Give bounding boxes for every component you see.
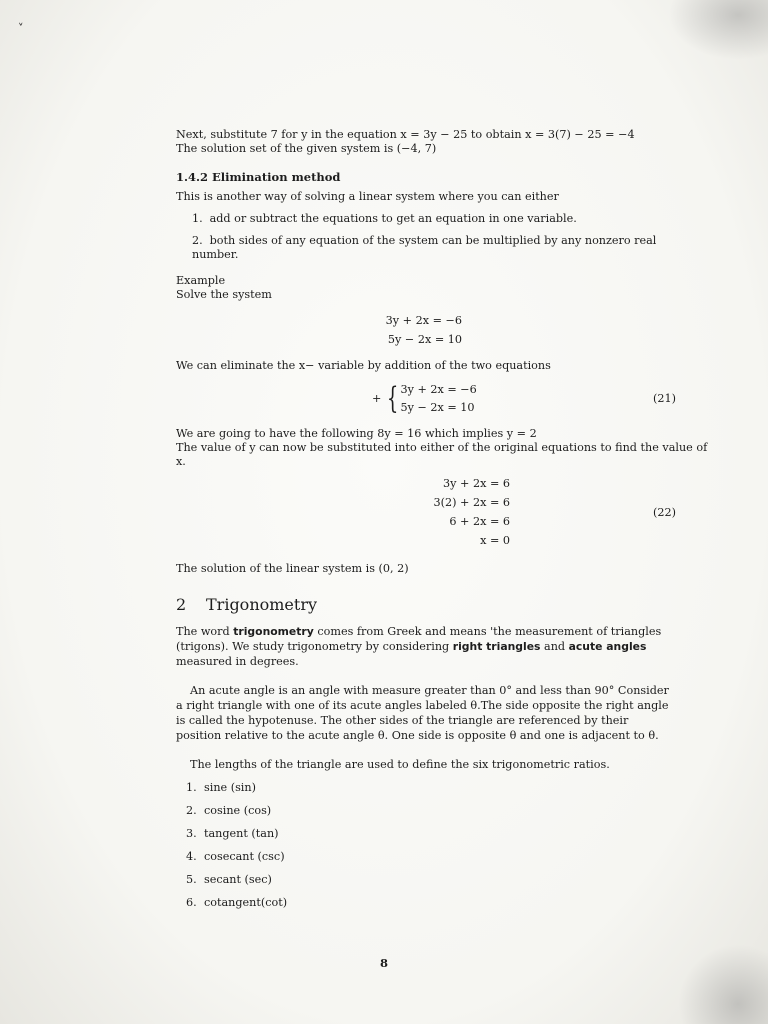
after-line-1: We are going to have the following 8y = 16 which implies y = 2 (176, 427, 537, 440)
equation: 5y − 2x = 10 (400, 401, 475, 414)
list-number: 5. (186, 873, 197, 886)
text-run: comes from Greek and means 'the measurement of triangles (trigons). We study trigonometry by considering (176, 625, 662, 653)
list-item (186, 827, 676, 841)
equation: 3y + 2x = −6 (385, 314, 462, 327)
equation-number: (22) (653, 505, 676, 519)
list-text: cosine (cos) (204, 804, 272, 817)
list-item (186, 804, 676, 818)
list-number: 1. (186, 781, 197, 794)
paragraph-3: The lengths of the triangle are used to define the six trigonometric ratios. (190, 758, 610, 771)
equation: 6 + 2x = 6 (449, 515, 510, 528)
list-number: 6. (186, 896, 197, 909)
method-item (192, 212, 676, 226)
method-item-text: both sides of any equation of the system can be multiplied by any nonzero real number. (192, 234, 657, 261)
text-run: The word (176, 625, 234, 638)
text-run: measured in degrees. (176, 655, 299, 668)
equation-number: (21) (653, 392, 676, 405)
method-item-text: add or subtract the equations to get an equation in one variable. (209, 212, 577, 225)
intro-line-1: Next, substitute 7 for y in the equation x = 3y − 25 to obtain x = 3(7) − 25 = −4 (176, 128, 635, 141)
page-content (176, 128, 708, 910)
method-item-number: 2. (192, 234, 203, 247)
list-number: 4. (186, 850, 197, 863)
list-text: cosecant (csc) (204, 850, 285, 863)
term-trigonometry: trigonometry (233, 625, 314, 638)
system-equations (176, 314, 676, 347)
section-number: 2 (176, 595, 187, 614)
equation-22-block (176, 477, 676, 548)
list-item (186, 896, 676, 910)
method-item-number: 1. (192, 212, 203, 225)
intro-line-2: The solution set of the given system is (−4, 7) (176, 142, 437, 155)
term-acute-angles: acute angles (568, 640, 647, 653)
method-item (192, 234, 676, 262)
example-prompt: Solve the system (176, 288, 272, 301)
section-heading (176, 595, 676, 614)
equation: 3y + 2x = −6 (400, 383, 477, 396)
equation: 5y − 2x = 10 (387, 333, 462, 346)
brace-equations (400, 383, 476, 415)
list-item (186, 781, 676, 795)
list-number: 2. (186, 804, 197, 817)
subsection-title: 1.4.2 Elimination method (176, 170, 341, 184)
page-number: 8 (379, 956, 388, 970)
paragraph-1 (176, 624, 676, 669)
left-brace: { (387, 381, 399, 416)
term-right-triangles: right triangles (452, 640, 541, 653)
example-label: Example (176, 274, 226, 287)
ratio-list (176, 781, 676, 910)
equation-21-block (176, 383, 676, 415)
list-text: tangent (tan) (204, 827, 279, 840)
after-line-2: The value of y can now be substituted into either of the original equations to find the value of (176, 441, 708, 454)
text-run: and (540, 640, 569, 653)
equation: x = 0 (480, 534, 510, 547)
paragraph-2: An acute angle is an angle with measure greater than 0° and less than 90° Consider a right triangle with one of its acute angles labeled θ.The side opposite the right angle is called the hypotenuse. The other sides of the triangle are referenced by their position relative to the acute angle θ. One side is opposite θ and one is adjacent to θ. (176, 684, 669, 742)
list-text: secant (sec) (204, 873, 272, 886)
after-line-3: x. (176, 455, 186, 468)
list-number: 3. (186, 827, 197, 840)
scan-shadow-top (668, 0, 768, 60)
plus-sign: + (372, 392, 382, 405)
subsection-lead: This is another way of solving a linear system where you can either (176, 190, 559, 203)
list-item (186, 850, 676, 864)
section-title: Trigonometry (206, 595, 318, 614)
eliminate-text: We can eliminate the x− variable by addition of the two equations (176, 359, 551, 372)
list-item (186, 873, 676, 887)
corner-mark: ˅ (18, 22, 24, 35)
list-text: sine (sin) (204, 781, 256, 794)
brace-system (372, 383, 676, 415)
equation: 3(2) + 2x = 6 (433, 496, 510, 509)
solution-line: The solution of the linear system is (0, 2) (176, 562, 409, 575)
list-text: cotangent(cot) (204, 896, 288, 909)
equation: 3y + 2x = 6 (443, 477, 510, 490)
